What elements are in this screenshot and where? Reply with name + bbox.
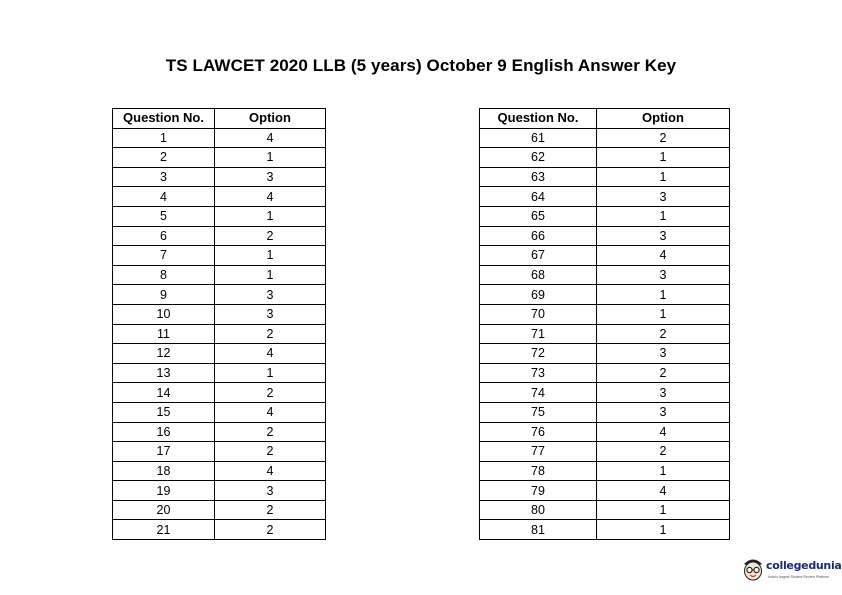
table-row <box>113 148 326 168</box>
option-cell: 3 <box>597 383 730 403</box>
question-number-cell: 1 <box>113 128 215 148</box>
question-number-cell: 69 <box>480 285 597 305</box>
table-row <box>113 206 326 226</box>
option-cell: 3 <box>215 481 326 501</box>
question-number-cell: 7 <box>113 246 215 266</box>
question-number-cell: 13 <box>113 363 215 383</box>
option-cell: 3 <box>597 226 730 246</box>
table-row <box>113 246 326 266</box>
option-cell: 2 <box>597 442 730 462</box>
table-row <box>480 167 730 187</box>
question-number-cell: 65 <box>480 206 597 226</box>
table-row <box>113 422 326 442</box>
table-row <box>480 422 730 442</box>
question-number-cell: 6 <box>113 226 215 246</box>
student-face-icon <box>740 555 766 583</box>
table-row <box>113 363 326 383</box>
table-row <box>480 265 730 285</box>
column-header-question: Question No. <box>480 109 597 129</box>
table-row <box>480 128 730 148</box>
table-row <box>113 304 326 324</box>
table-row <box>113 226 326 246</box>
question-number-cell: 78 <box>480 461 597 481</box>
collegedunia-logo <box>740 553 840 587</box>
table-row <box>113 187 326 207</box>
question-number-cell: 8 <box>113 265 215 285</box>
table-row <box>480 481 730 501</box>
option-cell: 2 <box>597 324 730 344</box>
option-cell: 1 <box>215 148 326 168</box>
question-number-cell: 5 <box>113 206 215 226</box>
question-number-cell: 67 <box>480 246 597 266</box>
logo-wordmark: collegedunia <box>766 559 842 572</box>
table-row <box>113 128 326 148</box>
option-cell: 1 <box>597 167 730 187</box>
logo-tagline: India's largest Student Review Platform <box>768 575 829 579</box>
table-row <box>113 520 326 540</box>
table-row <box>480 304 730 324</box>
question-number-cell: 79 <box>480 481 597 501</box>
option-cell: 1 <box>597 500 730 520</box>
question-number-cell: 76 <box>480 422 597 442</box>
question-number-cell: 61 <box>480 128 597 148</box>
table-row <box>113 442 326 462</box>
answer-key-table-right <box>479 108 730 540</box>
question-number-cell: 2 <box>113 148 215 168</box>
question-number-cell: 72 <box>480 344 597 364</box>
table-row <box>113 167 326 187</box>
table-row <box>480 206 730 226</box>
option-cell: 2 <box>597 128 730 148</box>
option-cell: 3 <box>215 304 326 324</box>
table-row <box>480 187 730 207</box>
answer-key-table-left <box>112 108 326 540</box>
table-row <box>480 226 730 246</box>
table-row <box>113 285 326 305</box>
question-number-cell: 77 <box>480 442 597 462</box>
question-number-cell: 15 <box>113 402 215 422</box>
table-row <box>480 520 730 540</box>
option-cell: 4 <box>597 246 730 266</box>
option-cell: 1 <box>597 304 730 324</box>
page-title: TS LAWCET 2020 LLB (5 years) October 9 English Answer Key <box>165 56 677 75</box>
column-header-option: Option <box>215 109 326 129</box>
option-cell: 4 <box>215 187 326 207</box>
option-cell: 4 <box>597 422 730 442</box>
table-row <box>113 461 326 481</box>
table-row <box>113 265 326 285</box>
table-row <box>113 500 326 520</box>
table-row <box>480 285 730 305</box>
table-row <box>113 481 326 501</box>
option-cell: 1 <box>215 246 326 266</box>
option-cell: 4 <box>215 402 326 422</box>
option-cell: 1 <box>597 206 730 226</box>
table-row <box>113 344 326 364</box>
question-number-cell: 17 <box>113 442 215 462</box>
table-row <box>480 442 730 462</box>
option-cell: 4 <box>597 481 730 501</box>
question-number-cell: 3 <box>113 167 215 187</box>
option-cell: 3 <box>215 167 326 187</box>
table-row <box>480 246 730 266</box>
column-header-option: Option <box>597 109 730 129</box>
question-number-cell: 74 <box>480 383 597 403</box>
column-header-question: Question No. <box>113 109 215 129</box>
option-cell: 1 <box>215 265 326 285</box>
option-cell: 2 <box>215 383 326 403</box>
table-row <box>480 461 730 481</box>
option-cell: 2 <box>215 520 326 540</box>
table-row <box>113 383 326 403</box>
question-number-cell: 75 <box>480 402 597 422</box>
option-cell: 1 <box>215 206 326 226</box>
question-number-cell: 70 <box>480 304 597 324</box>
question-number-cell: 11 <box>113 324 215 344</box>
option-cell: 1 <box>597 285 730 305</box>
question-number-cell: 68 <box>480 265 597 285</box>
option-cell: 4 <box>215 461 326 481</box>
option-cell: 1 <box>597 461 730 481</box>
question-number-cell: 71 <box>480 324 597 344</box>
option-cell: 1 <box>597 148 730 168</box>
table-row <box>480 324 730 344</box>
question-number-cell: 62 <box>480 148 597 168</box>
question-number-cell: 21 <box>113 520 215 540</box>
question-number-cell: 18 <box>113 461 215 481</box>
table-row <box>113 324 326 344</box>
question-number-cell: 81 <box>480 520 597 540</box>
table-row <box>480 344 730 364</box>
option-cell: 2 <box>215 324 326 344</box>
option-cell: 2 <box>215 500 326 520</box>
question-number-cell: 16 <box>113 422 215 442</box>
question-number-cell: 64 <box>480 187 597 207</box>
question-number-cell: 14 <box>113 383 215 403</box>
option-cell: 3 <box>597 187 730 207</box>
question-number-cell: 9 <box>113 285 215 305</box>
question-number-cell: 19 <box>113 481 215 501</box>
option-cell: 3 <box>597 402 730 422</box>
option-cell: 3 <box>597 344 730 364</box>
table-row <box>480 148 730 168</box>
option-cell: 2 <box>215 422 326 442</box>
table-row <box>480 383 730 403</box>
question-number-cell: 63 <box>480 167 597 187</box>
option-cell: 1 <box>597 520 730 540</box>
option-cell: 2 <box>215 226 326 246</box>
question-number-cell: 10 <box>113 304 215 324</box>
table-row <box>480 402 730 422</box>
table-row <box>480 500 730 520</box>
question-number-cell: 20 <box>113 500 215 520</box>
option-cell: 1 <box>215 363 326 383</box>
option-cell: 2 <box>215 442 326 462</box>
option-cell: 2 <box>597 363 730 383</box>
question-number-cell: 73 <box>480 363 597 383</box>
option-cell: 4 <box>215 128 326 148</box>
question-number-cell: 12 <box>113 344 215 364</box>
table-row <box>480 363 730 383</box>
question-number-cell: 66 <box>480 226 597 246</box>
option-cell: 3 <box>215 285 326 305</box>
question-number-cell: 80 <box>480 500 597 520</box>
table-row <box>113 402 326 422</box>
option-cell: 3 <box>597 265 730 285</box>
option-cell: 4 <box>215 344 326 364</box>
question-number-cell: 4 <box>113 187 215 207</box>
